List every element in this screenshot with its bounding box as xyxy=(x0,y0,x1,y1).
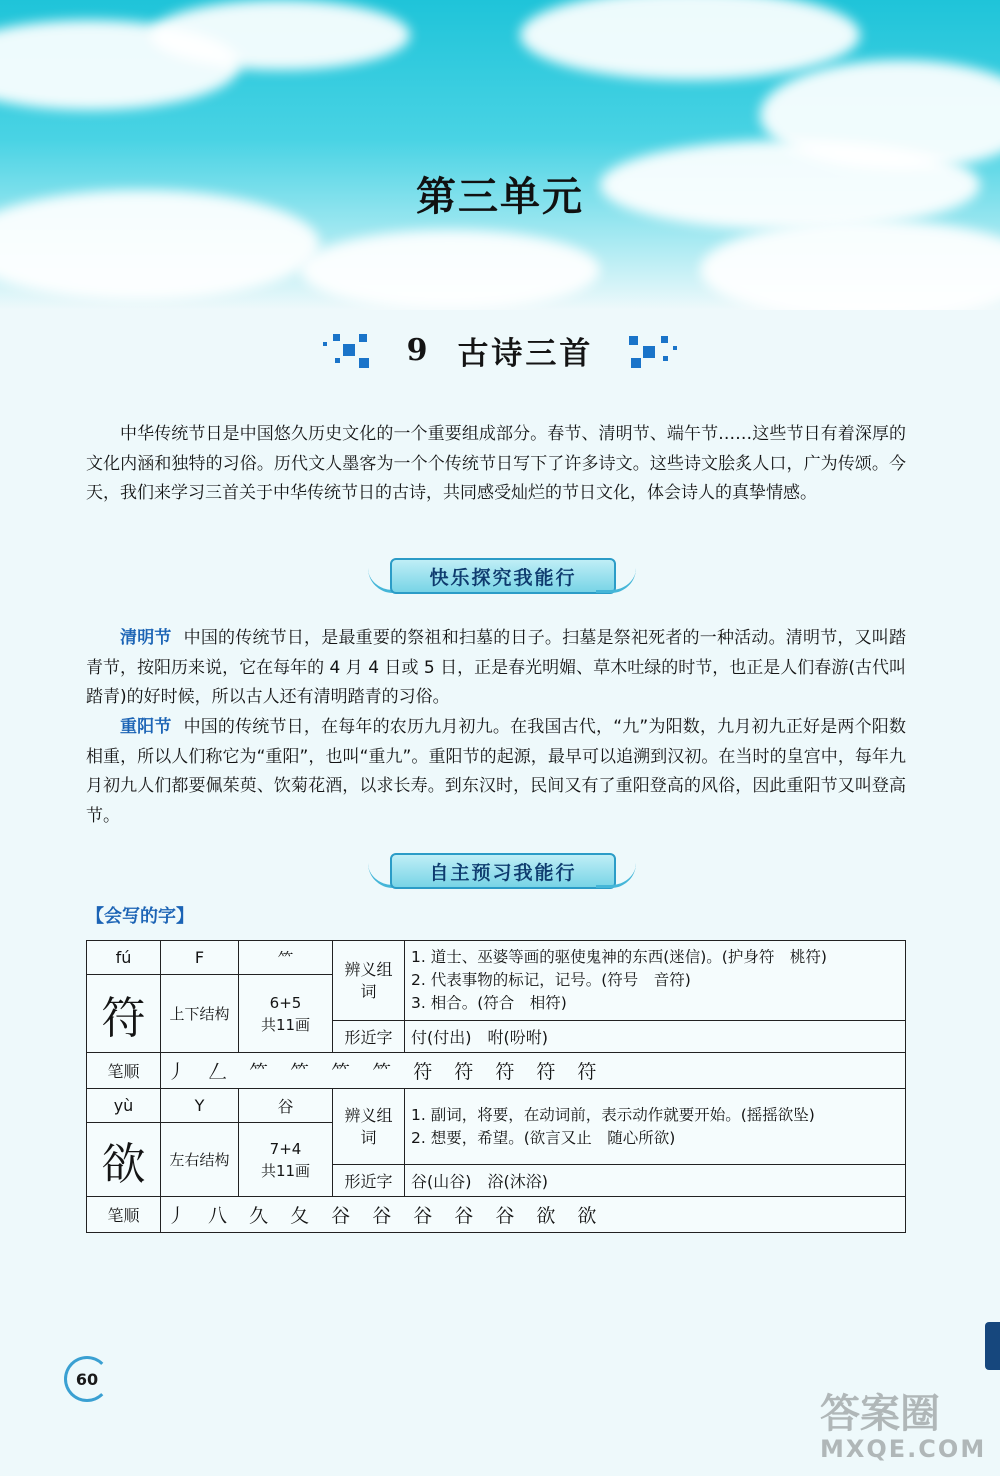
similar-cell: 谷(山谷) 浴(沐浴) xyxy=(405,1165,906,1197)
meaning-line: 3. 相合。(符合 相符) xyxy=(411,994,567,1012)
chongyang-term: 重阳节 xyxy=(120,717,172,737)
section-label-writing: 【会写的字】 xyxy=(86,906,194,927)
stroke-count-cell xyxy=(239,1123,333,1197)
qingming-paragraph xyxy=(86,624,906,713)
intro-paragraph: 中华传统节日是中国悠久历史文化的一个重要组成部分。春节、清明节、端午节……这些节日有着深厚的文化内涵和独特的习俗。历代文人墨客为一个个传统节日写下了许多诗文。这些诗文脍炙人口，广为传颂。今天，我们来学习三首关于中华传统节日的古诗，共同感受灿烂的节日文化，体会诗人的真挚情感。 xyxy=(86,424,906,503)
radical-cell: 谷 xyxy=(239,1089,333,1123)
stroke-order-cell: 丿 𠃋 ⺮ ⺮ ⺮ ⺮ 符 符 符 符 符 xyxy=(161,1053,906,1089)
stroke-count-split: 6+5 xyxy=(269,993,302,1012)
char-row-strokes xyxy=(87,1053,906,1089)
meaning-line: 1. 道士、巫婆等画的驱使鬼神的东西(迷信)。(护身符 桃符) xyxy=(411,948,827,966)
character-glyph: 符 xyxy=(87,975,161,1053)
radical-cell: ⺮ xyxy=(239,941,333,975)
strokes-label: 笔顺 xyxy=(87,1197,161,1233)
page-number: 60 xyxy=(64,1356,110,1402)
stroke-count-split: 7+4 xyxy=(269,1139,302,1158)
initial-cell: F xyxy=(161,941,239,975)
stroke-order-cell: 丿 八 久 夂 谷 谷 谷 谷 谷 欲 欲 xyxy=(161,1197,906,1233)
pinyin-cell: yù xyxy=(87,1089,161,1123)
decor-squares-left xyxy=(321,330,377,370)
char-row-strokes xyxy=(87,1197,906,1233)
similar-label: 形近字 xyxy=(333,1021,405,1053)
banner-explore xyxy=(368,558,636,594)
character-table xyxy=(86,940,906,1233)
qingming-text: 中国的传统节日，是最重要的祭祖和扫墓的日子。扫墓是祭祀死者的一种活动。清明节，又叫踏青节，按阳历来说，它在每年的 4 月 4 日或 5 日，正是春光明媚、草木吐绿的时节，也正是人们春游(古代叫踏青)的好时候，所以古人还有清明踏青的习俗。 xyxy=(86,628,907,707)
pinyin-cell: fú xyxy=(87,941,161,975)
chongyang-paragraph xyxy=(86,713,906,831)
watermark-logo xyxy=(820,1392,990,1472)
character-glyph: 欲 xyxy=(87,1123,161,1197)
char-row-header xyxy=(87,941,906,975)
sky-header-background xyxy=(0,0,1000,310)
lesson-name: 古诗三首 xyxy=(457,335,594,372)
chongyang-text: 中国的传统节日，在每年的农历九月初九。在我国古代，“九”为阳数，九月初九正好是两个阳数相重，所以人们称它为“重阳”，也叫“重九”。重阳节的起源，最早可以追溯到汉初。在当时的皇宫中，每年九月初九人们都要佩茱萸、饮菊花酒，以求长寿。到东汉时，民间又有了重阳登高的风俗，因此重阳节又叫登高节。 xyxy=(86,717,906,826)
meaning-cell xyxy=(405,1089,906,1165)
meaning-line: 1. 副词，将要，在动词前，表示动作就要开始。(摇摇欲坠) xyxy=(411,1105,815,1124)
structure-cell: 上下结构 xyxy=(161,975,239,1053)
watermark-brand: 答案圈 xyxy=(820,1391,940,1437)
meaning-label: 辨义组词 xyxy=(333,941,405,1021)
meaning-label: 辨义组词 xyxy=(333,1089,405,1165)
unit-title: 第三单元 xyxy=(416,173,584,220)
meaning-line: 2. 代表事物的标记，记号。(符号 音符) xyxy=(411,971,691,989)
stroke-count-total: 共11画 xyxy=(260,1161,311,1180)
strokes-label: 笔顺 xyxy=(87,1053,161,1089)
banner-preview-label: 自主预习我能行 xyxy=(390,853,616,889)
decor-squares-right xyxy=(623,330,679,370)
meaning-line: 2. 想要，希望。(欲言又止 随心所欲) xyxy=(411,1128,676,1147)
stroke-count-cell xyxy=(239,975,333,1053)
stroke-count-total: 共11画 xyxy=(260,1015,311,1034)
lesson-title xyxy=(0,325,1000,375)
similar-label: 形近字 xyxy=(333,1165,405,1197)
structure-cell: 左右结构 xyxy=(161,1123,239,1197)
edge-tab-marker xyxy=(985,1322,1000,1370)
meaning-cell xyxy=(405,941,906,1021)
watermark-site: MXQE.COM xyxy=(820,1435,987,1463)
qingming-term: 清明节 xyxy=(120,628,172,648)
similar-cell: 付(付出) 咐(吩咐) xyxy=(405,1021,906,1053)
banner-explore-label: 快乐探究我能行 xyxy=(390,558,616,594)
lesson-number: 9 xyxy=(406,332,428,368)
initial-cell: Y xyxy=(161,1089,239,1123)
char-row-header xyxy=(87,1089,906,1123)
banner-preview xyxy=(368,853,636,889)
